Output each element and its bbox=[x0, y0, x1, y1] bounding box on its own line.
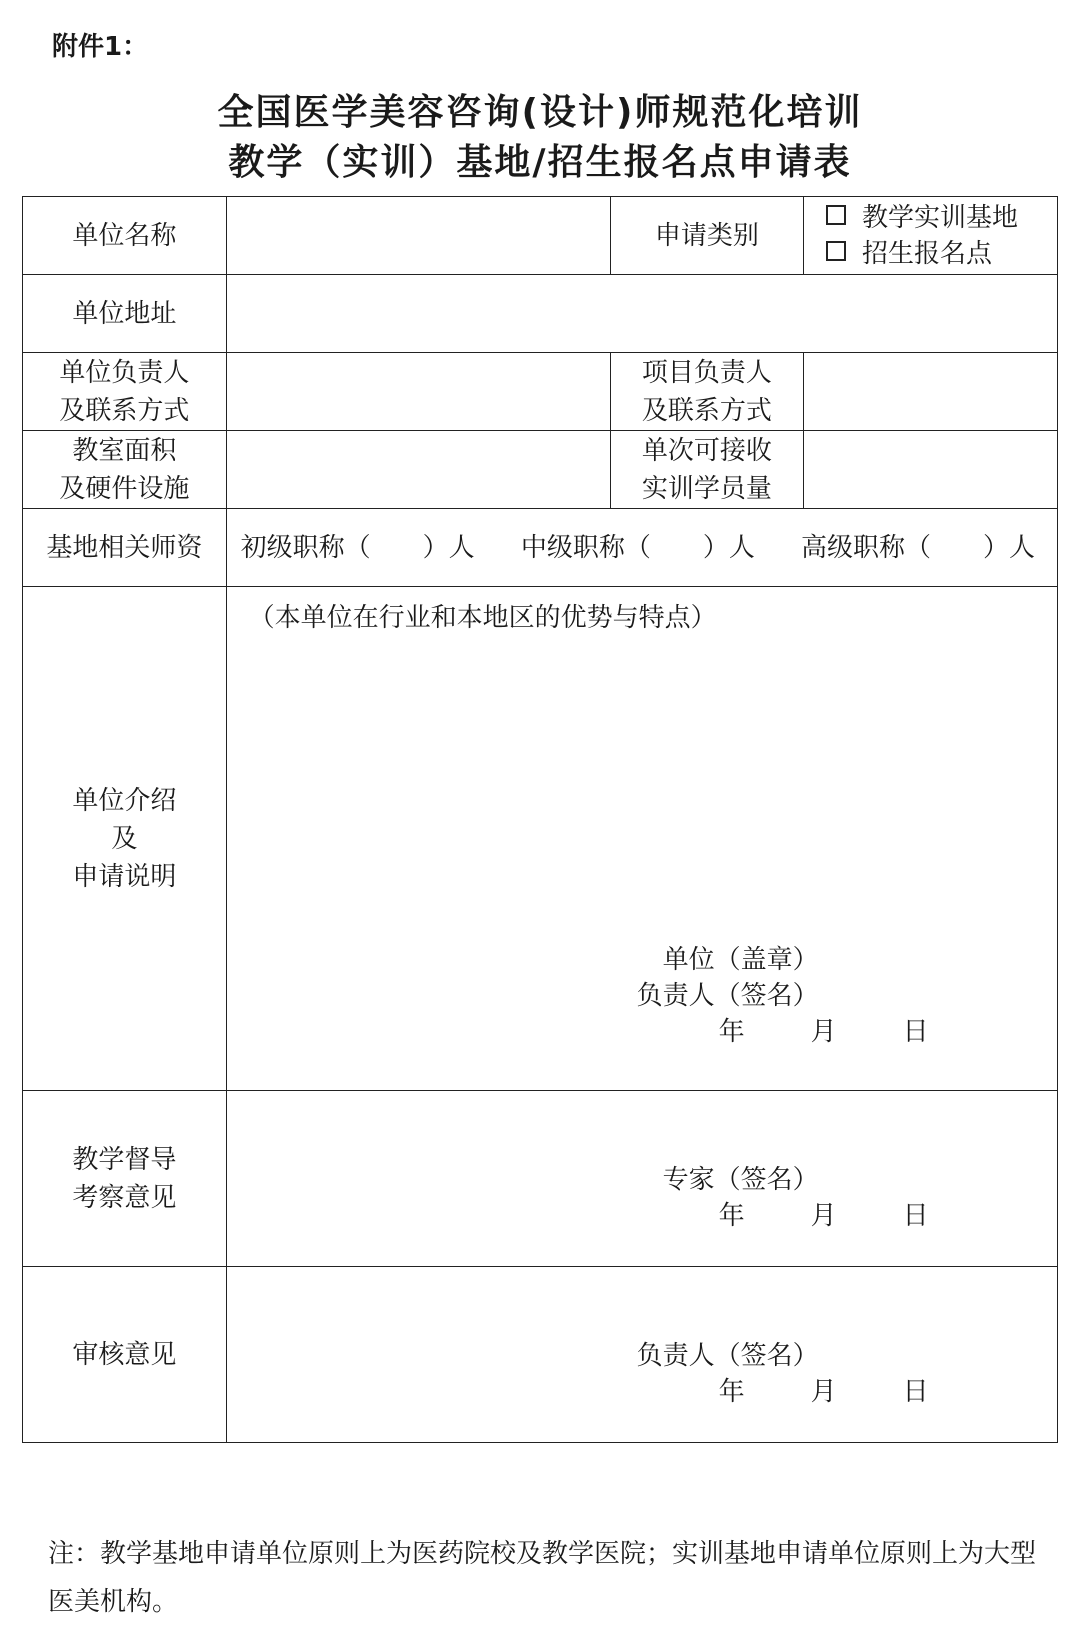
supervision-label-line2: 考察意见 bbox=[72, 1182, 177, 1213]
unit-head-field[interactable] bbox=[226, 353, 610, 431]
review-date-day: 日 bbox=[902, 1377, 929, 1407]
intro-label-line3: 申请说明 bbox=[72, 861, 177, 892]
project-head-label-line2: 及联系方式 bbox=[641, 395, 772, 426]
unit-address-field[interactable] bbox=[226, 275, 1057, 353]
option-teaching-base[interactable] bbox=[826, 200, 1057, 236]
unit-head-label bbox=[23, 353, 227, 431]
attachment-label: 附件1： bbox=[52, 32, 149, 62]
intro-date-year: 年 bbox=[718, 1017, 745, 1047]
classroom-field[interactable] bbox=[226, 431, 610, 509]
intro-date-month: 月 bbox=[810, 1017, 837, 1047]
classroom-label bbox=[23, 431, 227, 509]
faculty-field[interactable] bbox=[226, 509, 1057, 587]
intro-seal: 单位（盖章） bbox=[662, 945, 819, 975]
intro-signature: 负责人（签名） bbox=[636, 981, 819, 1011]
project-head-label bbox=[610, 353, 803, 431]
intro-label bbox=[23, 587, 227, 1091]
option-enrollment-point[interactable] bbox=[826, 236, 1057, 272]
faculty-junior: 初级职称（ ）人 bbox=[240, 532, 475, 563]
unit-head-label-line2: 及联系方式 bbox=[59, 395, 190, 426]
supervision-label bbox=[23, 1091, 227, 1267]
capacity-label-line1: 单次可接收 bbox=[641, 435, 772, 466]
supervision-label-line1: 教学督导 bbox=[72, 1144, 177, 1175]
intro-field[interactable] bbox=[226, 587, 1057, 1091]
expert-signature: 专家（签名） bbox=[662, 1165, 819, 1195]
option-teaching-base-label: 教学实训基地 bbox=[861, 202, 1018, 233]
faculty-senior: 高级职称（ ）人 bbox=[800, 532, 1035, 563]
option-enrollment-point-label: 招生报名点 bbox=[861, 238, 992, 269]
review-field[interactable] bbox=[226, 1267, 1057, 1443]
supervision-date bbox=[719, 1197, 929, 1235]
intro-label-line2: 及 bbox=[111, 823, 138, 854]
apply-category-options bbox=[803, 197, 1057, 275]
project-head-label-line1: 项目负责人 bbox=[641, 357, 772, 388]
supervision-date-day: 日 bbox=[902, 1201, 929, 1231]
unit-address-label: 单位地址 bbox=[23, 275, 227, 353]
review-signature: 负责人（签名） bbox=[636, 1341, 819, 1371]
review-date bbox=[719, 1373, 929, 1411]
intro-date bbox=[719, 1013, 929, 1051]
unit-name-field[interactable] bbox=[226, 197, 610, 275]
form-title-line1: 全国医学美容咨询(设计)师规范化培训 bbox=[217, 92, 863, 133]
checkbox-teaching-base[interactable] bbox=[826, 205, 846, 225]
application-form-table bbox=[22, 196, 1058, 1443]
unit-name-label: 单位名称 bbox=[23, 197, 227, 275]
capacity-label bbox=[610, 431, 803, 509]
review-label: 审核意见 bbox=[23, 1267, 227, 1443]
unit-head-label-line1: 单位负责人 bbox=[59, 357, 190, 388]
footnote: 注：教学基地申请单位原则上为医药院校及教学医院；实训基地申请单位原则上为大型医美机构。 bbox=[48, 1539, 1037, 1617]
faculty-label: 基地相关师资 bbox=[23, 509, 227, 587]
classroom-label-line1: 教室面积 bbox=[72, 435, 177, 466]
project-head-field[interactable] bbox=[803, 353, 1057, 431]
review-date-month: 月 bbox=[810, 1377, 837, 1407]
supervision-date-year: 年 bbox=[718, 1201, 745, 1231]
checkbox-enrollment-point[interactable] bbox=[826, 241, 846, 261]
classroom-label-line2: 及硬件设施 bbox=[59, 473, 190, 504]
intro-hint: （本单位在行业和本地区的优势与特点） bbox=[248, 603, 717, 633]
apply-category-label: 申请类别 bbox=[610, 197, 803, 275]
supervision-date-month: 月 bbox=[810, 1201, 837, 1231]
form-title-line2: 教学（实训）基地/招生报名点申请表 bbox=[228, 142, 852, 183]
review-date-year: 年 bbox=[718, 1377, 745, 1407]
intro-label-line1: 单位介绍 bbox=[72, 785, 177, 816]
capacity-label-line2: 实训学员量 bbox=[641, 473, 772, 504]
capacity-field[interactable] bbox=[803, 431, 1057, 509]
supervision-field[interactable] bbox=[226, 1091, 1057, 1267]
faculty-middle: 中级职称（ ）人 bbox=[520, 532, 755, 563]
intro-date-day: 日 bbox=[902, 1017, 929, 1047]
